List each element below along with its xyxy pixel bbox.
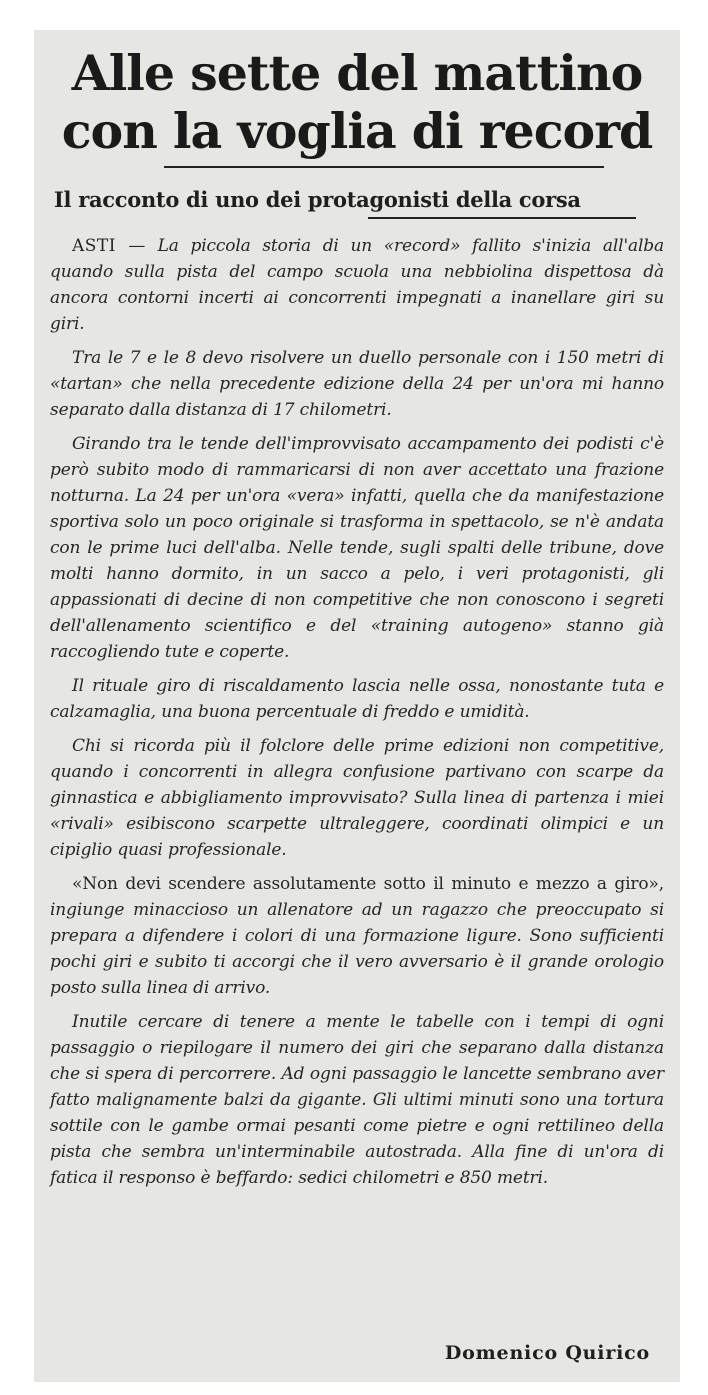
paragraph-2: Tra le 7 e le 8 devo risolvere un duello personale con i 150 metri di «tartan» che nella precedente edizione della 24 per un'ora mi hanno separato dalla distanza di 17 chilometri. <box>50 348 664 420</box>
headline <box>48 44 666 160</box>
paragraph-6-quote: «Non devi scendere assolutamente sotto il minuto e mezzo a giro», <box>72 874 664 894</box>
headline-line-2: con la voglia di record <box>61 102 653 160</box>
headline-underline <box>164 166 604 168</box>
subheadline-underline <box>368 217 636 219</box>
article-body <box>48 233 666 1191</box>
paragraph-1-text: La piccola storia di un «record» fallito s'inizia all'alba quando sulla pista del campo scuola una nebbiolina dispettosa dà ancora contorni incerti ai concorrenti impegnati a inanellare giri su giri. <box>50 236 664 334</box>
dateline: ASTI — <box>72 236 146 256</box>
paragraph-6-text: ingiunge minaccioso un allenatore ad un ragazzo che preoccupato si prepara a difendere i colori di una formazione ligure. Sono sufficienti pochi giri e subito ti accorgi che il vero avversario è il grande orologio posto sulla linea di arrivo. <box>50 900 664 998</box>
paragraph-7: Inutile cercare di tenere a mente le tabelle con i tempi di ogni passaggio o riepilogare il numero dei giri che separano dalla distanza che si spera di percorrere. Ad ogni passaggio le lancette sembrano aver fatto malignamente balzi da gigante. Gli ultimi minuti sono una tortura sottile con le gambe ormai pesanti come pietre e ogni rettilineo della pista che sembra un'interminabile autostrada. Alla fine di un'ora di fatica il responso è beffardo: sedici chilometri e 850 metri. <box>50 1012 664 1188</box>
paragraph-6 <box>50 871 664 1001</box>
newspaper-clipping <box>34 30 680 1382</box>
paragraph-5: Chi si ricorda più il folclore delle prime edizioni non competitive, quando i concorrenti in allegra confusione partivano con scarpe da ginnastica e abbigliamento improvvisato? Sulla linea di partenza i miei «rivali» esibiscono scarpette ultraleggere, coordinati olimpici e un cipiglio quasi professionale. <box>50 736 664 860</box>
paragraph-4: Il rituale giro di riscaldamento lascia nelle ossa, nonostante tuta e calzamaglia, una buona percentuale di freddo e umidità. <box>50 676 664 722</box>
paragraph-1 <box>50 233 664 337</box>
author-signature: Domenico Quirico <box>444 1342 650 1364</box>
subheadline: Il racconto di uno dei protagonisti della corsa <box>54 187 581 212</box>
paragraph-3: Girando tra le tende dell'improvvisato accampamento dei podisti c'è però subito modo di rammaricarsi di non aver accettato una frazione notturna. La 24 per un'ora «vera» infatti, quella che da manifestazione sportiva solo un poco originale si trasforma in spettacolo, se n'è andata con le prime luci dell'alba. Nelle tende, sugli spalti delle tribune, dove molti hanno dormito, in un sacco a pelo, i veri protagonisti, gli appassionati di decine di non competitive che non conoscono i segreti dell'allenamento scientifico e del «training autogeno» stanno già raccogliendo tute e coperte. <box>50 434 664 662</box>
headline-line-1: Alle sette del mattino <box>71 44 643 102</box>
